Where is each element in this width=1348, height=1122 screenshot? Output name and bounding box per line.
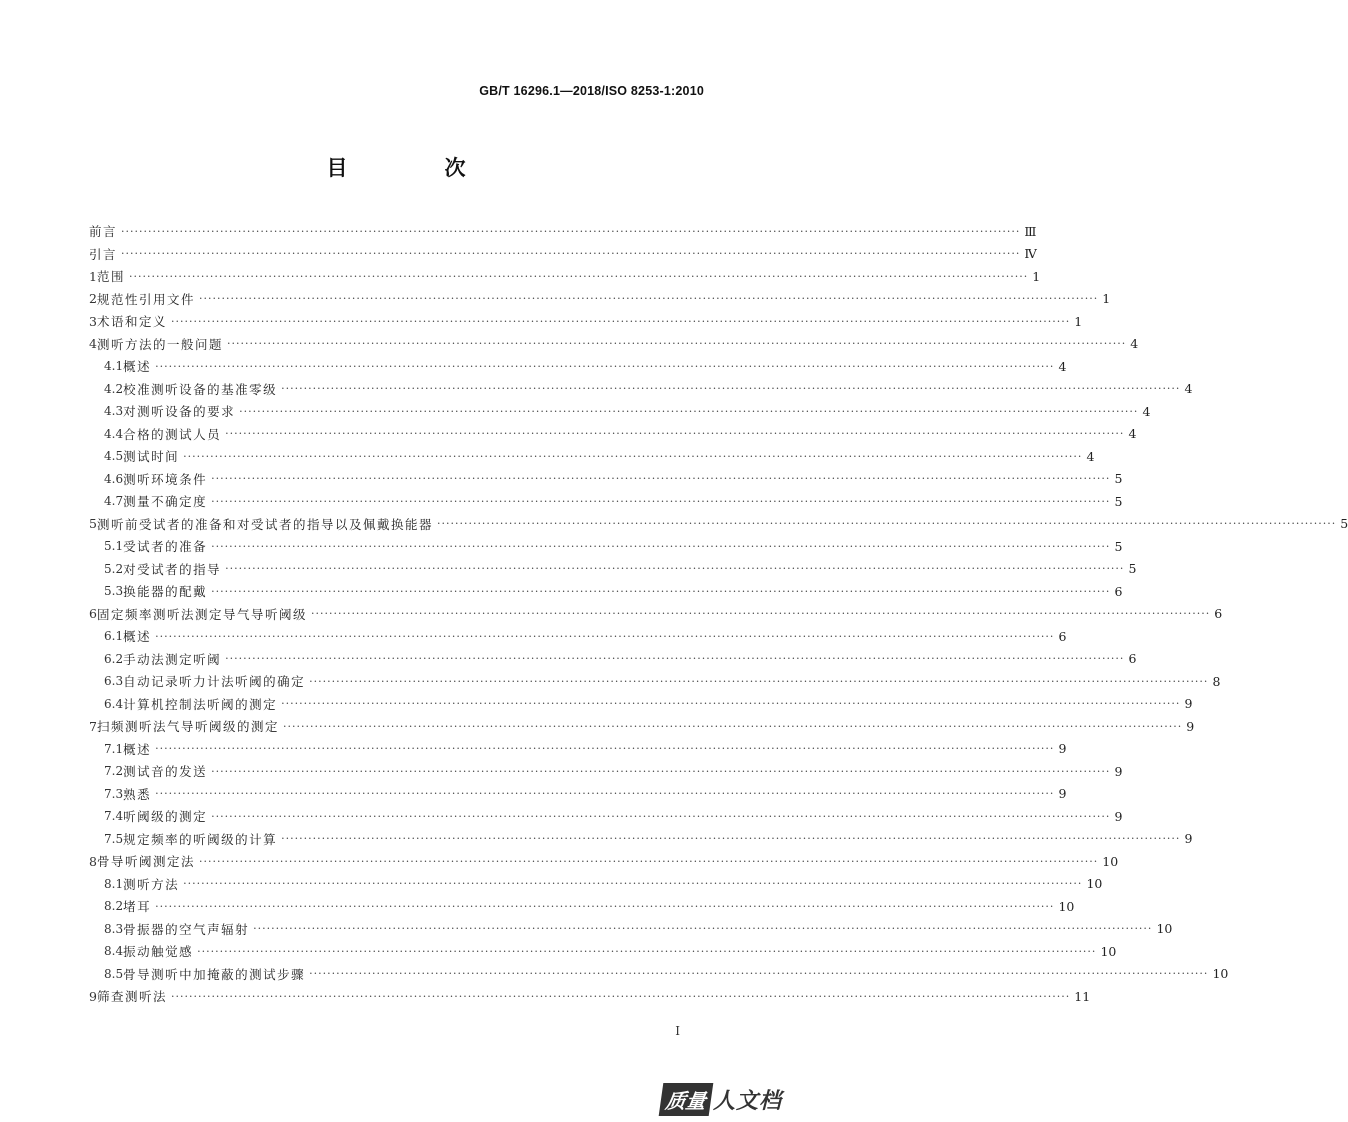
toc-entry-label: 规范性引用文件: [96, 291, 195, 307]
toc-entry-label: 测听方法的一般问题: [96, 336, 223, 352]
toc-entry-label: 骨导听阈测定法: [96, 854, 195, 870]
toc-entry[interactable]: [89, 423, 1137, 446]
toc-entry-label: 受试者的准备: [123, 539, 208, 555]
toc-entry-label: 概述: [123, 741, 152, 757]
toc-entry-page: 5: [1114, 493, 1123, 509]
toc-leader-dots: ········································································································································································································: [211, 764, 1111, 778]
toc-entry-number: 4.6: [104, 471, 124, 486]
toc-leader-dots: ········································································································································································································: [281, 382, 1181, 396]
toc-entry-number: 8.3: [104, 921, 124, 936]
toc-leader-dots: ········································································································································································································: [211, 539, 1111, 553]
toc-entry-page: 10: [1086, 876, 1103, 892]
toc-entry-label: 扫频测听法气导听阈级的测定: [96, 719, 279, 735]
toc-leader-dots: ········································································································································································································: [155, 359, 1055, 373]
toc-entry-number: 8.1: [104, 876, 124, 891]
toc-leader-dots: ········································································································································································································: [239, 404, 1139, 418]
toc-entry[interactable]: [89, 873, 1103, 896]
toc-leader-dots: ········································································································································································································: [121, 247, 1021, 261]
toc-entry-label: 引言: [89, 246, 118, 262]
toc-entry[interactable]: [89, 985, 1091, 1008]
toc-entry-number: 6: [89, 606, 97, 622]
toc-leader-dots: ········································································································································································································: [197, 944, 1097, 958]
toc-entry-label: 听阈级的测定: [123, 809, 208, 825]
toc-leader-dots: ········································································································································································································: [309, 674, 1209, 688]
toc-entry-number: 4.1: [104, 359, 124, 374]
toc-entry-label: 堵耳: [123, 899, 152, 915]
toc-entry-label: 合格的测试人员: [123, 426, 222, 442]
toc-entry-label: 振动触觉感: [123, 944, 194, 960]
toc-entry-page: 10: [1100, 943, 1117, 959]
toc-entry[interactable]: [89, 580, 1123, 603]
toc-entry-page: 5: [1114, 471, 1123, 487]
toc-entry-number: 6.1: [104, 629, 124, 644]
watermark-text: 人文档: [712, 1088, 782, 1114]
toc-entry-number: 8: [89, 853, 97, 869]
toc-entry[interactable]: [89, 940, 1117, 963]
toc-entry-page: 9: [1186, 718, 1195, 734]
toc-entry-page: 5: [1128, 561, 1137, 577]
toc-entry-number: 3: [89, 313, 97, 329]
toc-entry-page: 1: [1102, 291, 1111, 307]
toc-entry-number: 5.2: [104, 561, 124, 576]
toc-entry[interactable]: [89, 288, 1111, 311]
toc-entry[interactable]: [89, 445, 1095, 468]
toc-leader-dots: ········································································································································································································: [211, 584, 1111, 598]
toc-entry[interactable]: [89, 738, 1067, 761]
toc-entry-number: 8.5: [104, 966, 124, 981]
toc-entry-label: 术语和定义: [96, 314, 167, 330]
toc-entry-number: 7.1: [104, 741, 124, 756]
toc-entry[interactable]: [89, 625, 1067, 648]
toc-leader-dots: ········································································································································································································: [226, 337, 1127, 351]
toc-leader-dots: ········································································································································································································: [211, 494, 1111, 508]
toc-entry-label: 对受试者的指导: [123, 561, 222, 577]
toc-entry-number: 8.2: [104, 899, 124, 914]
toc-entry-page: 10: [1156, 921, 1173, 937]
toc-entry[interactable]: [89, 558, 1137, 581]
toc-entry[interactable]: [89, 918, 1173, 941]
toc-leader-dots: ········································································································································································································: [198, 854, 1099, 868]
toc-entry[interactable]: [89, 783, 1067, 806]
toc-entry-number: 7: [89, 718, 97, 734]
toc-entry[interactable]: [89, 828, 1193, 851]
toc-entry-label: 手动法测定听阈: [123, 651, 222, 667]
toc-entry-label: 测试音的发送: [123, 764, 208, 780]
page-folio: I: [675, 1024, 680, 1038]
toc-entry[interactable]: [89, 535, 1123, 558]
toc-entry-page: 4: [1058, 358, 1067, 374]
toc-entry-label: 规定频率的听阈级的计算: [123, 831, 278, 847]
toc-entry-number: 9: [89, 988, 97, 1004]
toc-entry-label: 自动记录听力计法听阈的确定: [123, 674, 306, 690]
toc-leader-dots: ········································································································································································································: [281, 832, 1181, 846]
toc-entry[interactable]: [89, 760, 1123, 783]
toc-entry[interactable]: [89, 850, 1119, 873]
toc-leader-dots: ········································································································································································································: [225, 427, 1125, 441]
toc-entry-page: 5: [1340, 516, 1348, 532]
toc-leader-dots: ········································································································································································································: [253, 922, 1153, 936]
toc-leader-dots: ········································································································································································································: [155, 899, 1055, 913]
toc-entry[interactable]: [89, 648, 1137, 671]
toc-entry-page: 6: [1214, 606, 1223, 622]
toc-entry-label: 测量不确定度: [123, 494, 208, 510]
toc-leader-dots: ········································································································································································································: [282, 719, 1183, 733]
page-title: 目 次: [326, 156, 504, 180]
toc-leader-dots: ········································································································································································································: [183, 877, 1083, 891]
watermark-box-text: 质量: [659, 1083, 714, 1116]
toc-entry[interactable]: [89, 963, 1229, 986]
toc-entry[interactable]: [89, 603, 1223, 626]
toc-entry-label: 骨振器的空气声辐射: [123, 921, 250, 937]
toc-entry-number: 6.3: [104, 674, 124, 689]
toc-entry-number: 4.4: [104, 426, 124, 441]
toc-entry-page: 5: [1114, 538, 1123, 554]
toc-entry-page: 10: [1058, 898, 1075, 914]
toc-entry-page: 6: [1058, 628, 1067, 644]
toc-entry-page: 1: [1032, 268, 1041, 284]
toc-entry-page: 9: [1184, 831, 1193, 847]
toc-entry-page: 11: [1074, 988, 1091, 1004]
toc-leader-dots: ········································································································································································································: [436, 517, 1337, 531]
toc-entry-number: 6.4: [104, 696, 124, 711]
toc-entry[interactable]: [89, 693, 1193, 716]
toc-entry[interactable]: [89, 490, 1123, 513]
toc-entry-label: 测试时间: [123, 449, 180, 465]
toc-entry-number: 7.3: [104, 786, 124, 801]
toc-entry[interactable]: [89, 670, 1221, 693]
toc-entry-label: 换能器的配戴: [123, 584, 208, 600]
toc-entry-page: 4: [1184, 381, 1193, 397]
toc-entry-page: 9: [1058, 786, 1067, 802]
toc-entry-page: 4: [1128, 426, 1137, 442]
toc-entry-number: 4.3: [104, 404, 124, 419]
toc-leader-dots: ········································································································································································································: [225, 562, 1125, 576]
toc-entry-number: 4.7: [104, 494, 124, 509]
toc-entry-page: 6: [1114, 583, 1123, 599]
toc-leader-dots: ········································································································································································································: [155, 787, 1055, 801]
toc-entry-number: 7.5: [104, 831, 124, 846]
toc-entry-page: Ⅳ: [1024, 246, 1037, 262]
toc-entry[interactable]: [89, 715, 1195, 738]
toc-entry-number: 5.1: [104, 539, 124, 554]
toc-entry-page: 4: [1142, 403, 1151, 419]
toc-leader-dots: ········································································································································································································: [211, 809, 1111, 823]
standard-code: GB/T 16296.1—2018/ISO 8253-1:2010: [479, 84, 704, 98]
toc-entry-number: 8.4: [104, 944, 124, 959]
toc-entry[interactable]: [89, 805, 1123, 828]
toc-entry-page: 9: [1114, 808, 1123, 824]
toc-entry-page: 8: [1212, 673, 1221, 689]
toc-entry[interactable]: [89, 355, 1067, 378]
toc-entry-label: 测听环境条件: [123, 471, 208, 487]
toc-entry-label: 范围: [96, 269, 125, 285]
toc-entry-page: 10: [1102, 853, 1119, 869]
toc-entry-number: 2: [89, 291, 97, 307]
toc-entry-number: 5: [89, 516, 97, 532]
toc-entry[interactable]: [89, 895, 1075, 918]
toc-entry-page: 9: [1184, 696, 1193, 712]
toc-entry-label: 固定频率测听法测定导气导听阈级: [96, 606, 307, 622]
toc-leader-dots: ········································································································································································································: [121, 224, 1021, 238]
toc-entry-label: 概述: [123, 359, 152, 375]
toc-entry-page: 6: [1128, 651, 1137, 667]
toc-leader-dots: ········································································································································································································: [211, 472, 1111, 486]
toc-entry[interactable]: [89, 265, 1041, 288]
toc-leader-dots: ········································································································································································································: [183, 449, 1083, 463]
toc-leader-dots: ········································································································································································································: [309, 967, 1209, 981]
toc-entry-number: 4.2: [104, 381, 124, 396]
toc-entry-label: 测听方法: [123, 876, 180, 892]
table-of-contents: [89, 220, 1348, 1008]
toc-leader-dots: ········································································································································································································: [128, 269, 1029, 283]
toc-leader-dots: ········································································································································································································: [155, 742, 1055, 756]
toc-entry-label: 对测听设备的要求: [123, 404, 236, 420]
toc-leader-dots: ········································································································································································································: [170, 314, 1071, 328]
toc-entry[interactable]: [89, 378, 1193, 401]
toc-entry-number: 6.2: [104, 651, 124, 666]
toc-leader-dots: ········································································································································································································: [225, 652, 1125, 666]
toc-entry-page: 1: [1074, 313, 1083, 329]
toc-entry-number: 4: [89, 336, 97, 352]
toc-entry-page: Ⅲ: [1024, 223, 1037, 239]
toc-entry-number: 7.2: [104, 764, 124, 779]
toc-leader-dots: ········································································································································································································: [310, 607, 1211, 621]
toc-entry[interactable]: [89, 468, 1123, 491]
toc-entry-number: 5.3: [104, 584, 124, 599]
toc-entry[interactable]: [89, 310, 1083, 333]
toc-entry-label: 熟悉: [123, 786, 152, 802]
toc-leader-dots: ········································································································································································································: [198, 292, 1099, 306]
toc-leader-dots: ········································································································································································································: [155, 629, 1055, 643]
toc-entry-label: 骨导测听中加掩蔽的测试步骤: [123, 966, 306, 982]
toc-entry-page: 10: [1212, 966, 1229, 982]
toc-entry[interactable]: [89, 400, 1151, 423]
toc-entry-label: 测听前受试者的准备和对受试者的指导以及佩戴换能器: [96, 516, 433, 532]
toc-entry-label: 校准测听设备的基准零级: [123, 381, 278, 397]
toc-leader-dots: ········································································································································································································: [170, 989, 1071, 1003]
toc-entry-label: 概述: [123, 629, 152, 645]
toc-entry-page: 4: [1086, 448, 1095, 464]
toc-entry-page: 9: [1114, 763, 1123, 779]
toc-entry-label: 筛查测听法: [96, 989, 167, 1005]
toc-entry-number: 1: [89, 268, 97, 284]
toc-entry-page: 9: [1058, 741, 1067, 757]
toc-entry-number: 7.4: [104, 809, 124, 824]
toc-entry-page: 4: [1130, 336, 1139, 352]
toc-entry[interactable]: [89, 220, 1037, 243]
toc-entry[interactable]: [89, 513, 1348, 536]
toc-leader-dots: ········································································································································································································: [281, 697, 1181, 711]
toc-entry-number: 4.5: [104, 449, 124, 464]
toc-entry[interactable]: [89, 243, 1037, 266]
watermark-logo: [661, 1082, 782, 1116]
toc-entry-label: 前言: [89, 224, 118, 240]
toc-entry-label: 计算机控制法听阈的测定: [123, 696, 278, 712]
toc-entry[interactable]: [89, 333, 1139, 356]
